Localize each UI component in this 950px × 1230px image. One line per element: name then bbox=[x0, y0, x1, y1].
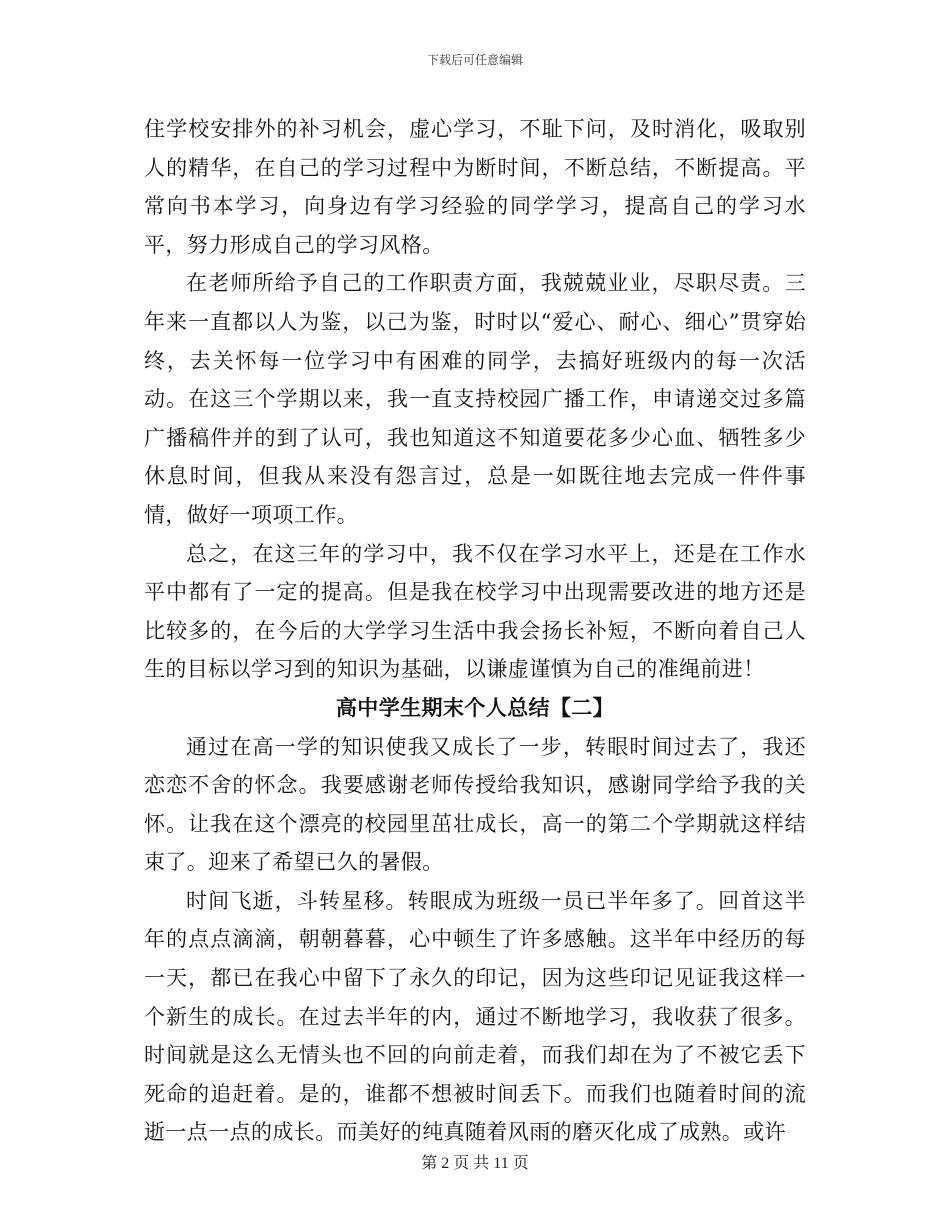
section-title: 高中学生期末个人总结【二】 bbox=[335, 694, 615, 720]
page-number-footer: 第 2 页 共 11 页 bbox=[421, 1155, 529, 1172]
paragraph-conclusion: 总之，在这三年的学习中，我不仅在学习水平上，还是在工作水平中都有了一定的提高。但是我在校学习中出现需要改进的地方还是比较多的，在今后的大学学习生活中我会扬长补短，不断向着自己人生的目标以学习到的知识为基础，以谦虚谨慎为自己的准绳前进！ bbox=[144, 541, 806, 682]
paragraph-time-flies: 时间飞逝，斗转星移。转眼成为班级一员已半年多了。回首这半年的点点滴滴，朝朝暮暮，心中顿生了许多感触。这半年中经历的每一天，都已在我心中留下了永久的印记，因为这些印记见证我这样一个新生的成长。在过去半年的内，通过不断地学习，我收获了很多。时间就是这么无情头也不回的向前走着，而我们却在为了不被它丢下死命的追赶着。是的，谁都不想被时间丢下。而我们也随着时间的流逝一点一点的成长。而美好的纯真随着风雨的磨灭化成了成熟。或许 bbox=[144, 888, 806, 1145]
document-body bbox=[144, 110, 806, 1152]
paragraph-intro-two: 通过在高一学的知识使我又成长了一步，转眼时间过去了，我还恋恋不舍的怀念。我要感谢老师传授给我知识，感谢同学给予我的关怀。让我在这个漂亮的校园里茁壮成长，高一的第二个学期就这样结束了。迎来了希望已久的暑假。 bbox=[144, 734, 806, 875]
paragraph-work-duties: 在老师所给予自己的工作职责方面，我兢兢业业，尽职尽责。三年来一直都以人为鉴，以己为鉴，时时以“爱心、耐心、细心”贯穿始终，去关怀每一位学习中有困难的同学，去搞好班级内的每一次活动。在这三个学期以来，我一直支持校园广播工作，申请递交过多篇广播稿件并的到了认可，我也知道这不知道要花多少心血、牺牲多少休息时间，但我从来没有怨言过，总是一如既往地去完成一件件事情，做好一项项工作。 bbox=[144, 271, 806, 527]
paragraph-continued: 住学校安排外的补习机会，虚心学习，不耻下问，及时消化，吸取别人的精华，在自己的学习过程中为断时间，不断总结，不断提高。平常向书本学习，向身边有学习经验的同学学习，提高自己的学习水平，努力形成自己的学习风格。 bbox=[144, 117, 806, 257]
page-header-note: 下载后可任意编辑 bbox=[426, 53, 523, 67]
